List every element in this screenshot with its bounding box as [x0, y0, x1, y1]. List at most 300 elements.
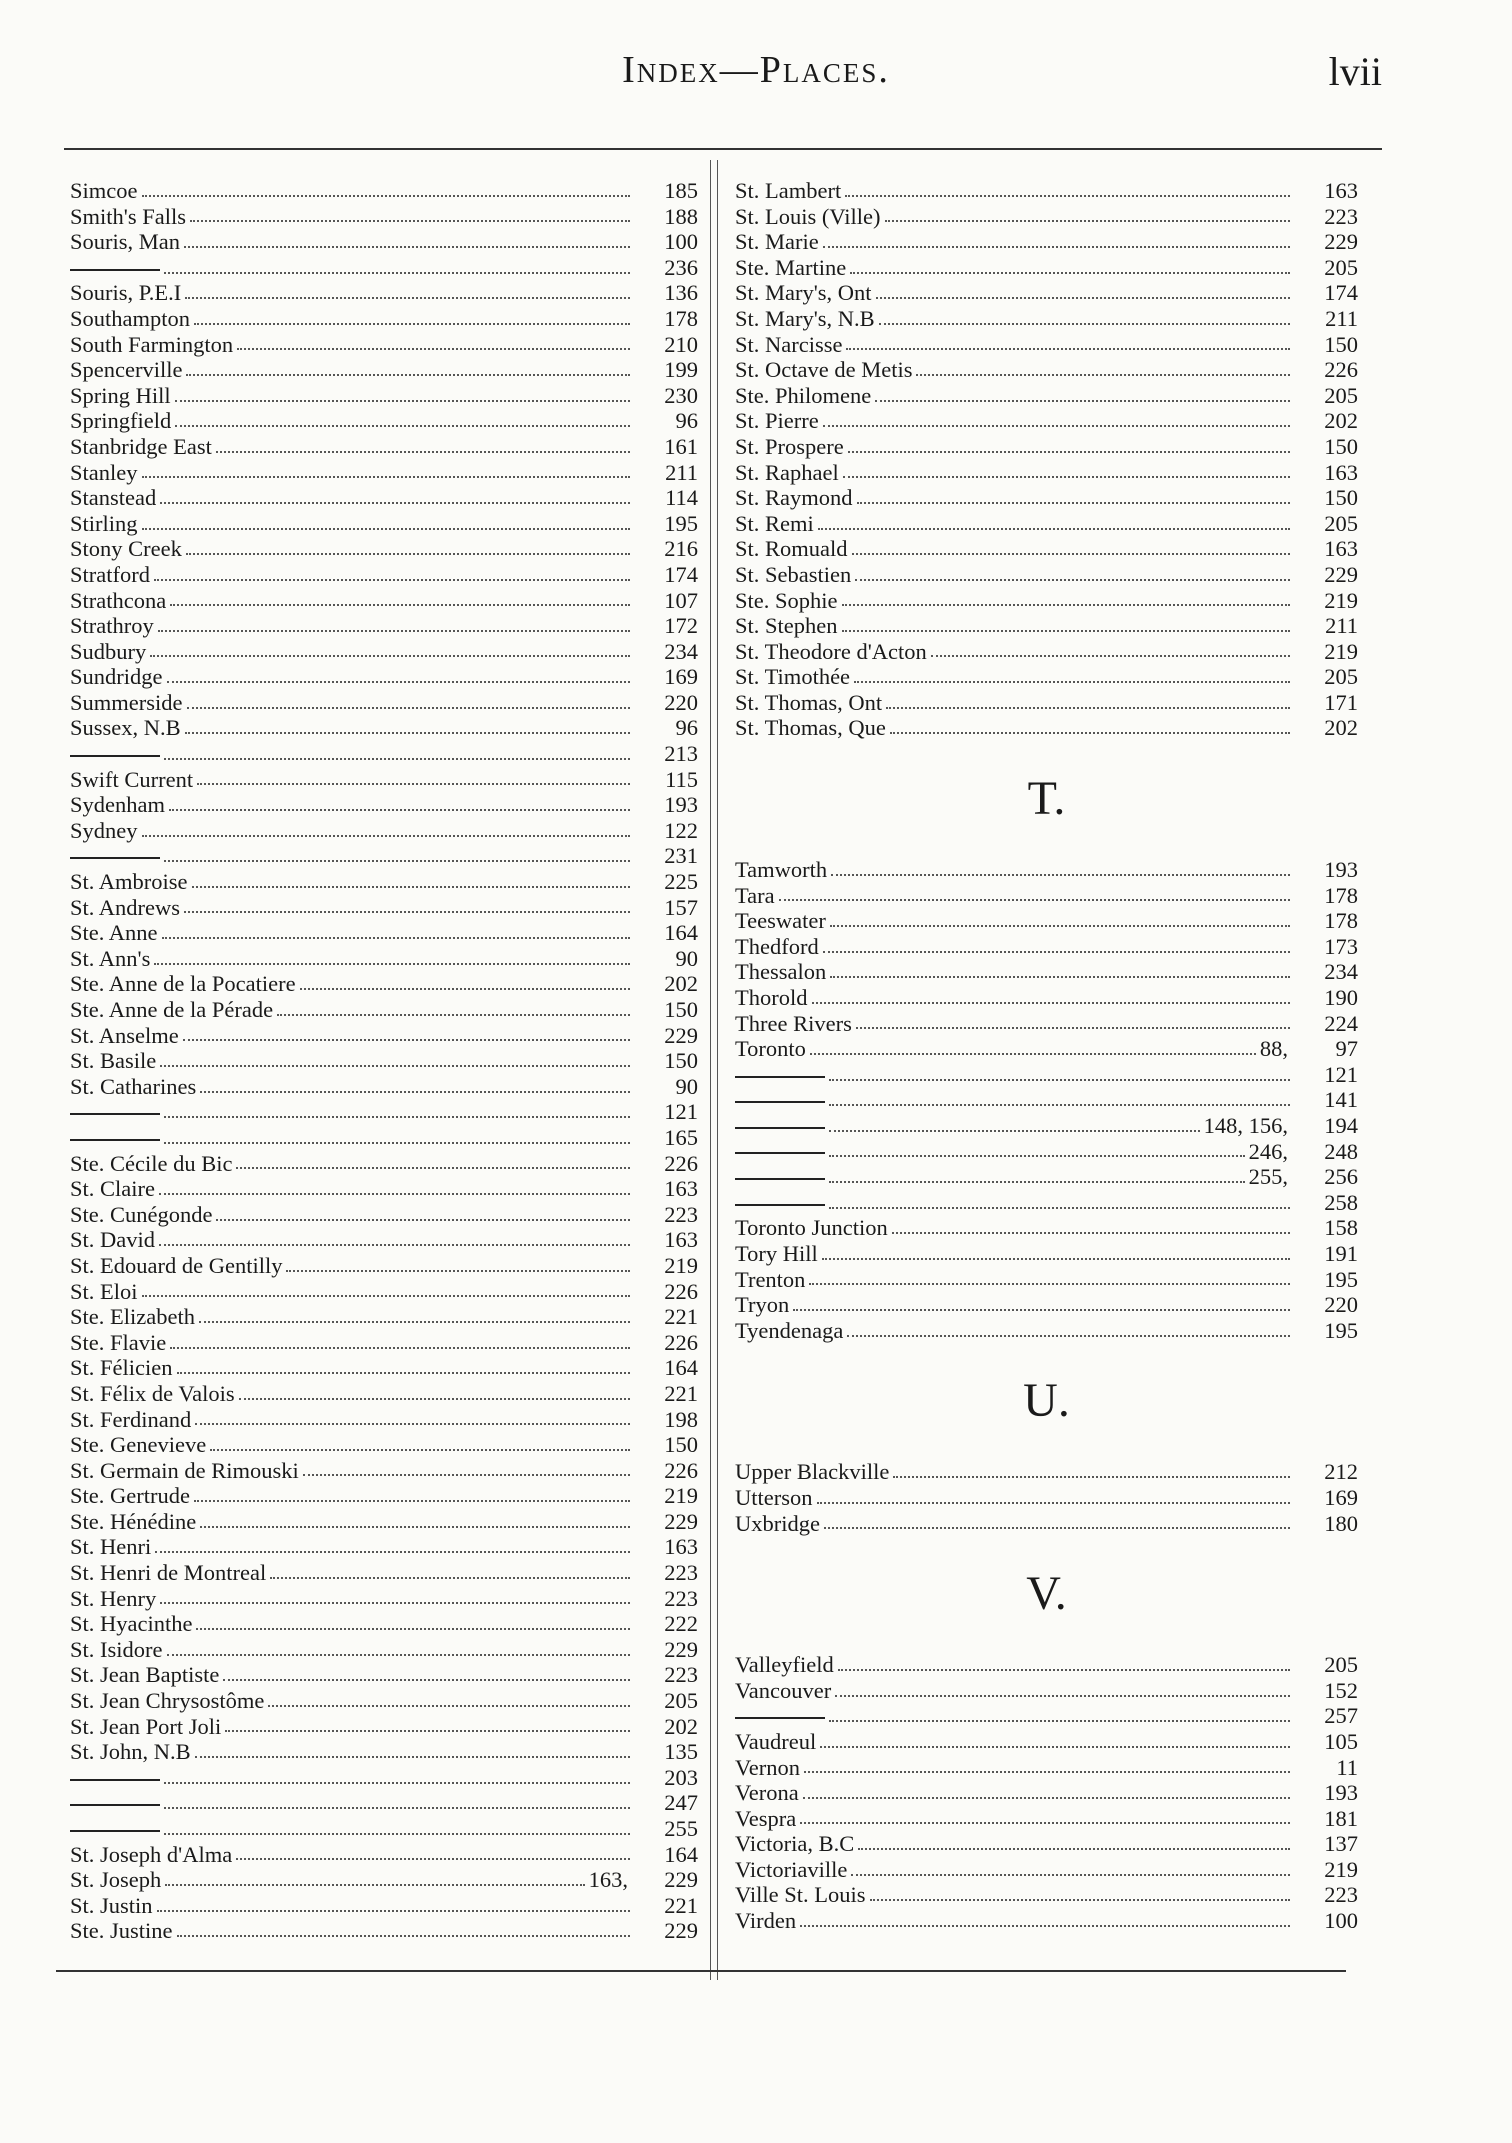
- page-ref: 222: [664, 1611, 698, 1637]
- dot-leader: [829, 1181, 1245, 1183]
- dot-leader: [855, 579, 1290, 581]
- index-entry: [735, 1485, 1358, 1511]
- place-name: Ste. Hénédine: [70, 1508, 197, 1534]
- dot-leader: [848, 451, 1290, 453]
- page-ref: 203: [664, 1764, 698, 1790]
- t-entries: [735, 857, 1358, 1343]
- index-entry: [735, 434, 1358, 460]
- index-entry: [70, 1176, 698, 1202]
- page-ref: 198: [664, 1406, 698, 1432]
- index-entry: [70, 1023, 698, 1049]
- page-ref: 210: [664, 331, 698, 357]
- page-ref: 213: [664, 741, 698, 767]
- index-entry: [735, 1857, 1358, 1883]
- page-ref: 211: [1325, 613, 1358, 639]
- place-name: St. Prospere: [735, 433, 844, 459]
- page-ref: 150: [664, 1432, 698, 1458]
- dot-leader: [177, 1935, 630, 1937]
- dot-leader: [268, 1705, 630, 1707]
- index-entry: [70, 664, 698, 690]
- page-ref: 114: [665, 485, 698, 511]
- page-ref: 223: [664, 1585, 698, 1611]
- page-ref: 221: [664, 1304, 698, 1330]
- index-entry: [70, 690, 698, 716]
- page-ref: 234: [664, 638, 698, 664]
- dot-leader: [793, 1309, 1290, 1311]
- page-ref: 97: [1335, 1036, 1358, 1062]
- page-ref: 188: [664, 203, 698, 229]
- dot-leader: [200, 1091, 630, 1093]
- dot-leader: [164, 1142, 630, 1144]
- place-name: Summerside: [70, 689, 183, 715]
- index-entry: [70, 536, 698, 562]
- section-letter-t: T.: [1027, 772, 1066, 826]
- place-name: St. Justin: [70, 1892, 153, 1918]
- index-entry: [70, 1355, 698, 1381]
- index-entry: [735, 1831, 1358, 1857]
- place-name: St. Remi: [735, 510, 814, 536]
- index-entry: [735, 357, 1358, 383]
- place-name: Ste. Philomene: [735, 382, 872, 408]
- dot-leader: [159, 1193, 630, 1195]
- page-ref: 226: [664, 1278, 698, 1304]
- index-entry: [735, 1267, 1358, 1293]
- dot-leader: [175, 400, 630, 402]
- place-name: Springfield: [70, 408, 172, 434]
- index-continuation-row: [70, 843, 698, 869]
- index-continuation-row: [735, 1139, 1358, 1165]
- page-ref: 121: [1324, 1061, 1358, 1087]
- place-name: St. Sebastien: [735, 561, 852, 587]
- dot-leader: [804, 1771, 1290, 1773]
- dot-leader: [195, 1423, 630, 1425]
- index-entry: [70, 1688, 698, 1714]
- index-entry: [735, 1908, 1358, 1934]
- place-name: Ste. Justine: [70, 1918, 173, 1944]
- dot-leader: [818, 528, 1290, 530]
- page-ref: 158: [1324, 1215, 1358, 1241]
- page-ref: 229: [664, 1508, 698, 1534]
- place-name: Toronto Junction: [735, 1215, 888, 1241]
- place-name: St. Henry: [70, 1585, 157, 1611]
- index-entry: [735, 883, 1358, 909]
- index-entry: [70, 920, 698, 946]
- index-entry: [70, 383, 698, 409]
- dot-leader: [857, 502, 1290, 504]
- page-ref: 185: [664, 178, 698, 203]
- index-entry: [70, 971, 698, 997]
- page-ref: 115: [665, 766, 698, 792]
- index-entry: [70, 1867, 698, 1893]
- dot-leader: [185, 732, 630, 734]
- page-ref: 212: [1324, 1459, 1358, 1485]
- place-name: Strathcona: [70, 587, 167, 613]
- index-entry: [735, 639, 1358, 665]
- page-ref: 135: [664, 1739, 698, 1765]
- place-name: Trenton: [735, 1266, 806, 1292]
- page-ref: 174: [1324, 280, 1358, 306]
- section-letter-u: U.: [1023, 1374, 1070, 1428]
- place-name: Thessalon: [735, 959, 827, 985]
- place-name: St. John, N.B: [70, 1739, 191, 1765]
- index-entry: [70, 1432, 698, 1458]
- dot-leader: [185, 297, 630, 299]
- place-name: Victoriaville: [735, 1856, 848, 1882]
- place-name: St. Henri: [70, 1534, 152, 1560]
- page-ref: 229: [1324, 229, 1358, 255]
- dot-leader: [177, 1372, 631, 1374]
- place-name: St. Octave de Metis: [735, 357, 913, 383]
- index-entry: [735, 613, 1358, 639]
- place-name: St. Claire: [70, 1176, 155, 1202]
- index-entry: [70, 562, 698, 588]
- page-ref: 105: [1324, 1728, 1358, 1754]
- place-name: Spencerville: [70, 357, 183, 383]
- index-entry: [70, 1662, 698, 1688]
- dot-leader: [142, 1295, 630, 1297]
- extra-page-refs: 88,: [1259, 1036, 1288, 1062]
- place-name: St. Louis (Ville): [735, 203, 881, 229]
- dot-leader: [164, 1782, 630, 1784]
- page-ref: 150: [1324, 485, 1358, 511]
- page-ref: 190: [1324, 985, 1358, 1011]
- page-ref: 205: [1324, 664, 1358, 690]
- dot-leader: [812, 1002, 1291, 1004]
- dot-leader: [150, 655, 630, 657]
- index-entry: [70, 1714, 698, 1740]
- dot-leader: [810, 1053, 1256, 1055]
- dot-leader: [167, 1654, 631, 1656]
- page-ref: 121: [664, 1099, 698, 1125]
- dot-leader: [847, 1335, 1290, 1337]
- index-entry: [70, 1381, 698, 1407]
- page-ref: 226: [664, 1329, 698, 1355]
- page-ref: 230: [664, 382, 698, 408]
- page-ref: 257: [1324, 1703, 1358, 1729]
- dot-leader: [216, 1219, 630, 1221]
- place-name: Virden: [735, 1908, 797, 1934]
- place-name: Verona: [735, 1780, 799, 1806]
- dot-leader: [169, 809, 630, 811]
- dot-leader: [854, 681, 1290, 683]
- index-entry: [735, 715, 1358, 741]
- page-title: Index—Places.: [622, 49, 890, 91]
- index-entry: [70, 792, 698, 818]
- index-entry: [735, 588, 1358, 614]
- index-entry: [735, 934, 1358, 960]
- dot-leader: [194, 323, 630, 325]
- place-name: Tara: [735, 882, 775, 908]
- dot-leader: [879, 323, 1290, 325]
- section-letter-v: V.: [1026, 1567, 1067, 1621]
- index-entry: [70, 1330, 698, 1356]
- place-name: Ste. Anne: [70, 920, 158, 946]
- index-entry: [735, 1511, 1358, 1537]
- dot-leader: [886, 707, 1290, 709]
- index-entry: [70, 639, 698, 665]
- place-name: St. Germain de Rimouski: [70, 1457, 299, 1483]
- index-entry: [70, 588, 698, 614]
- dot-leader: [164, 860, 630, 862]
- page-ref: 194: [1324, 1113, 1358, 1138]
- place-name: St. Thomas, Ont: [735, 689, 883, 715]
- place-name: Tory Hill: [735, 1240, 818, 1266]
- dot-leader: [823, 246, 1290, 248]
- page-ref: 90: [675, 945, 698, 971]
- ditto-dash: [735, 1152, 825, 1154]
- page-ref: 225: [664, 869, 698, 895]
- dot-leader: [842, 604, 1290, 606]
- place-name: Three Rivers: [735, 1010, 852, 1036]
- page-ref: 164: [664, 1841, 698, 1867]
- place-name: Vancouver: [735, 1677, 832, 1703]
- dot-leader: [817, 1502, 1291, 1504]
- page-ref: 202: [1324, 408, 1358, 434]
- dot-leader: [830, 976, 1290, 978]
- dot-leader: [157, 1910, 630, 1912]
- dot-leader: [170, 1347, 630, 1349]
- place-name: Ste. Gertrude: [70, 1483, 190, 1509]
- ditto-dash: [70, 857, 160, 859]
- dot-leader: [184, 246, 630, 248]
- page-ref: 236: [664, 254, 698, 280]
- ditto-dash: [70, 1804, 160, 1806]
- place-name: St. Eloi: [70, 1278, 138, 1304]
- dot-leader: [829, 1720, 1290, 1722]
- index-entry: [735, 460, 1358, 486]
- index-entry: [735, 1215, 1358, 1241]
- index-entry: [735, 664, 1358, 690]
- place-name: St. Lambert: [735, 178, 842, 203]
- place-name: Stony Creek: [70, 536, 182, 562]
- page-ref: 169: [664, 664, 698, 690]
- u-entries: [735, 1459, 1358, 1536]
- page-ref: 205: [1324, 254, 1358, 280]
- place-name: St. Catharines: [70, 1073, 197, 1099]
- extra-page-refs: 163,: [588, 1867, 628, 1893]
- dot-leader: [192, 886, 630, 888]
- place-name: St. Mary's, N.B: [735, 305, 875, 331]
- dot-leader: [829, 1207, 1290, 1209]
- place-name: Vernon: [735, 1754, 800, 1780]
- index-entry: [70, 997, 698, 1023]
- place-name: St. Isidore: [70, 1636, 163, 1662]
- index-entry: [70, 1893, 698, 1919]
- dot-leader: [175, 425, 630, 427]
- place-name: Sydenham: [70, 792, 165, 818]
- s-entries-continued: [735, 178, 1358, 741]
- index-entry: [735, 1011, 1358, 1037]
- place-name: Vaudreul: [735, 1728, 817, 1754]
- place-name: South Farmington: [70, 331, 234, 357]
- index-entry: [70, 1534, 698, 1560]
- ditto-dash: [735, 1717, 825, 1719]
- place-name: St. Jean Chrysostôme: [70, 1688, 265, 1714]
- dot-leader: [829, 1130, 1200, 1132]
- page-ref: 226: [664, 1457, 698, 1483]
- dot-leader: [167, 681, 631, 683]
- index-entry: [70, 895, 698, 921]
- place-name: Thorold: [735, 985, 808, 1011]
- index-entry: [70, 357, 698, 383]
- page-ref: 229: [1324, 561, 1358, 587]
- page-ref: 163: [664, 1534, 698, 1560]
- dot-leader: [225, 1730, 630, 1732]
- index-entry: [70, 1227, 698, 1253]
- page-ref: 202: [664, 971, 698, 997]
- place-name: St. Joseph: [70, 1867, 162, 1893]
- dot-leader: [154, 963, 630, 965]
- place-name: St. Ferdinand: [70, 1406, 192, 1432]
- page-ref: 178: [1324, 882, 1358, 908]
- place-name: St. Narcisse: [735, 331, 843, 357]
- place-name: Utterson: [735, 1484, 813, 1510]
- ditto-dash: [70, 1830, 160, 1832]
- index-entry: [735, 255, 1358, 281]
- page-ref: 163: [1324, 536, 1358, 562]
- index-entry: [70, 1202, 698, 1228]
- index-entry: [735, 178, 1358, 204]
- page-ref: 169: [1324, 1484, 1358, 1510]
- place-name: St. David: [70, 1227, 156, 1253]
- index-entry: [70, 1611, 698, 1637]
- place-name: Tamworth: [735, 857, 828, 883]
- page-ref: 223: [1324, 1882, 1358, 1908]
- dot-leader: [187, 707, 631, 709]
- page-ref: 195: [1324, 1266, 1358, 1292]
- index-continuation-row: [70, 255, 698, 281]
- page-ref: 150: [1324, 331, 1358, 357]
- dot-leader: [158, 630, 630, 632]
- place-name: Sundridge: [70, 664, 163, 690]
- dot-leader: [829, 1104, 1290, 1106]
- dot-leader: [875, 400, 1290, 402]
- place-name: Sydney: [70, 817, 138, 843]
- ditto-dash: [735, 1101, 825, 1103]
- index-entry: [70, 1509, 698, 1535]
- dot-leader: [160, 1065, 630, 1067]
- dot-leader: [303, 1474, 630, 1476]
- place-name: Tyendenaga: [735, 1317, 844, 1343]
- ditto-dash: [70, 1113, 160, 1115]
- page-ref: 256: [1324, 1164, 1358, 1190]
- page-ref: 193: [664, 792, 698, 818]
- dot-leader: [160, 502, 630, 504]
- place-name: Ste. Cunégonde: [70, 1201, 213, 1227]
- index-continuation-row: [735, 1113, 1358, 1139]
- index-entry: [735, 959, 1358, 985]
- place-name: Southampton: [70, 305, 191, 331]
- page-ref: 163: [1324, 459, 1358, 485]
- dot-leader: [843, 476, 1290, 478]
- index-entry: [70, 1253, 698, 1279]
- dot-leader: [197, 783, 630, 785]
- place-name: St. Edouard de Gentilly: [70, 1252, 283, 1278]
- dot-leader: [142, 195, 631, 197]
- place-name: St. Joseph d'Alma: [70, 1841, 233, 1867]
- index-entry: [70, 946, 698, 972]
- place-name: Upper Blackville: [735, 1459, 890, 1485]
- ditto-dash: [70, 1779, 160, 1781]
- index-entry: [70, 1586, 698, 1612]
- dot-leader: [277, 1014, 630, 1016]
- page-ref: 122: [664, 817, 698, 843]
- index-entry: [735, 1678, 1358, 1704]
- place-name: St. Félicien: [70, 1355, 173, 1381]
- place-name: Thedford: [735, 933, 819, 959]
- index-entry: [70, 613, 698, 639]
- index-entry: [735, 908, 1358, 934]
- index-entry: [735, 1459, 1358, 1485]
- dot-leader: [856, 1027, 1290, 1029]
- ditto-dash: [735, 1127, 825, 1129]
- index-continuation-row: [70, 1790, 698, 1816]
- dot-leader: [823, 425, 1290, 427]
- index-entry: [735, 1780, 1358, 1806]
- page-number: lvii: [1328, 49, 1382, 94]
- dot-leader: [159, 1244, 630, 1246]
- index-continuation-row: [735, 1087, 1358, 1113]
- dot-leader: [800, 1822, 1290, 1824]
- place-name: Valleyfield: [735, 1652, 834, 1678]
- index-entry: [70, 434, 698, 460]
- page-ref: 220: [1324, 1292, 1358, 1318]
- page-ref: 163: [664, 1176, 698, 1202]
- dot-leader: [239, 1398, 630, 1400]
- dot-leader: [236, 1858, 630, 1860]
- dot-leader: [822, 1258, 1290, 1260]
- page-ref: 223: [1324, 203, 1358, 229]
- index-entry: [735, 511, 1358, 537]
- page-ref: 219: [1324, 1856, 1358, 1882]
- dot-leader: [162, 937, 631, 939]
- index-entry: [70, 485, 698, 511]
- dot-leader: [199, 1321, 630, 1323]
- page-ref: 100: [664, 229, 698, 255]
- v-entries: [735, 1652, 1358, 1934]
- dot-leader: [170, 604, 630, 606]
- page-ref: 96: [675, 408, 698, 434]
- left-column: [70, 178, 698, 1944]
- index-entry: [735, 562, 1358, 588]
- index-entry: [70, 332, 698, 358]
- index-entry: [70, 408, 698, 434]
- page-ref: 164: [664, 920, 698, 946]
- place-name: Ste. Anne de la Pérade: [70, 997, 274, 1022]
- dot-leader: [892, 1232, 1290, 1234]
- dot-leader: [186, 374, 630, 376]
- page-ref: 258: [1324, 1189, 1358, 1215]
- place-name: St. Basile: [70, 1048, 157, 1074]
- index-entry: [70, 1048, 698, 1074]
- index-entry: [70, 1407, 698, 1433]
- ditto-dash: [70, 269, 160, 271]
- page-ref: 220: [664, 689, 698, 715]
- dot-leader: [842, 630, 1290, 632]
- dot-leader: [876, 297, 1290, 299]
- dot-leader: [779, 899, 1290, 901]
- page-ref: 229: [664, 1918, 698, 1944]
- extra-page-refs: 255,: [1248, 1164, 1288, 1190]
- index-entry: [735, 280, 1358, 306]
- place-name: St. Jean Port Joli: [70, 1713, 222, 1739]
- index-continuation-row: [70, 1816, 698, 1842]
- right-column: [735, 178, 1358, 1934]
- index-entry: [70, 1279, 698, 1305]
- page-ref: 211: [1325, 305, 1358, 331]
- page-ref: 173: [1324, 933, 1358, 959]
- place-name: Tryon: [735, 1292, 790, 1318]
